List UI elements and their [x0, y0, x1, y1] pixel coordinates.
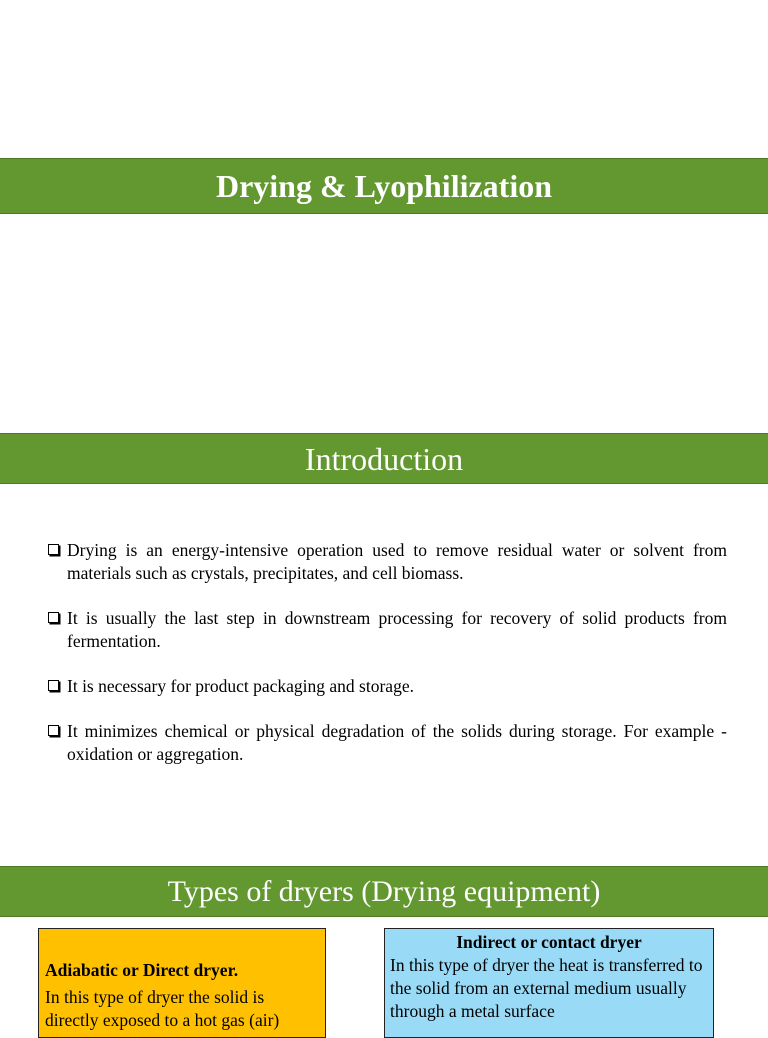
list-item — [47, 539, 727, 585]
checkbox-bullet-icon — [48, 680, 59, 691]
list-item — [47, 607, 727, 653]
checkbox-bullet-icon — [48, 725, 59, 736]
introduction-heading: Introduction — [304, 441, 464, 477]
introduction-bullet-list — [47, 539, 727, 788]
bullet-text: It is usually the last step in downstream processing for recovery of solid products from fermentation. — [67, 608, 727, 651]
list-item — [47, 675, 727, 698]
checkbox-bullet-icon — [48, 612, 59, 623]
bullet-text: It is necessary for product packaging and storage. — [67, 676, 414, 696]
direct-dryer-box — [38, 928, 326, 1038]
indirect-dryer-description: In this type of dryer the heat is transferred to the solid from an external medium usually through a metal surface — [390, 955, 703, 1021]
direct-dryer-description: In this type of dryer the solid is directly exposed to a hot gas (air) — [45, 987, 280, 1030]
bullet-text: It minimizes chemical or physical degradation of the solids during storage. For example - oxidation or aggregation. — [67, 721, 727, 764]
list-item — [47, 720, 727, 766]
title-banner — [0, 158, 768, 214]
types-of-dryers-banner — [0, 866, 768, 917]
bullet-text: Drying is an energy-intensive operation used to remove residual water or solvent from materials such as crystals, precipitates, and cell biomass. — [67, 540, 727, 583]
direct-dryer-title: Adiabatic or Direct dryer. — [45, 960, 239, 980]
checkbox-bullet-icon — [48, 544, 59, 555]
introduction-banner — [0, 433, 768, 484]
types-heading: Types of dryers (Drying equipment) — [167, 875, 601, 908]
indirect-dryer-box — [384, 928, 714, 1038]
indirect-dryer-title: Indirect or contact dryer — [456, 932, 642, 952]
page-title: Drying & Lyophilization — [215, 168, 553, 204]
